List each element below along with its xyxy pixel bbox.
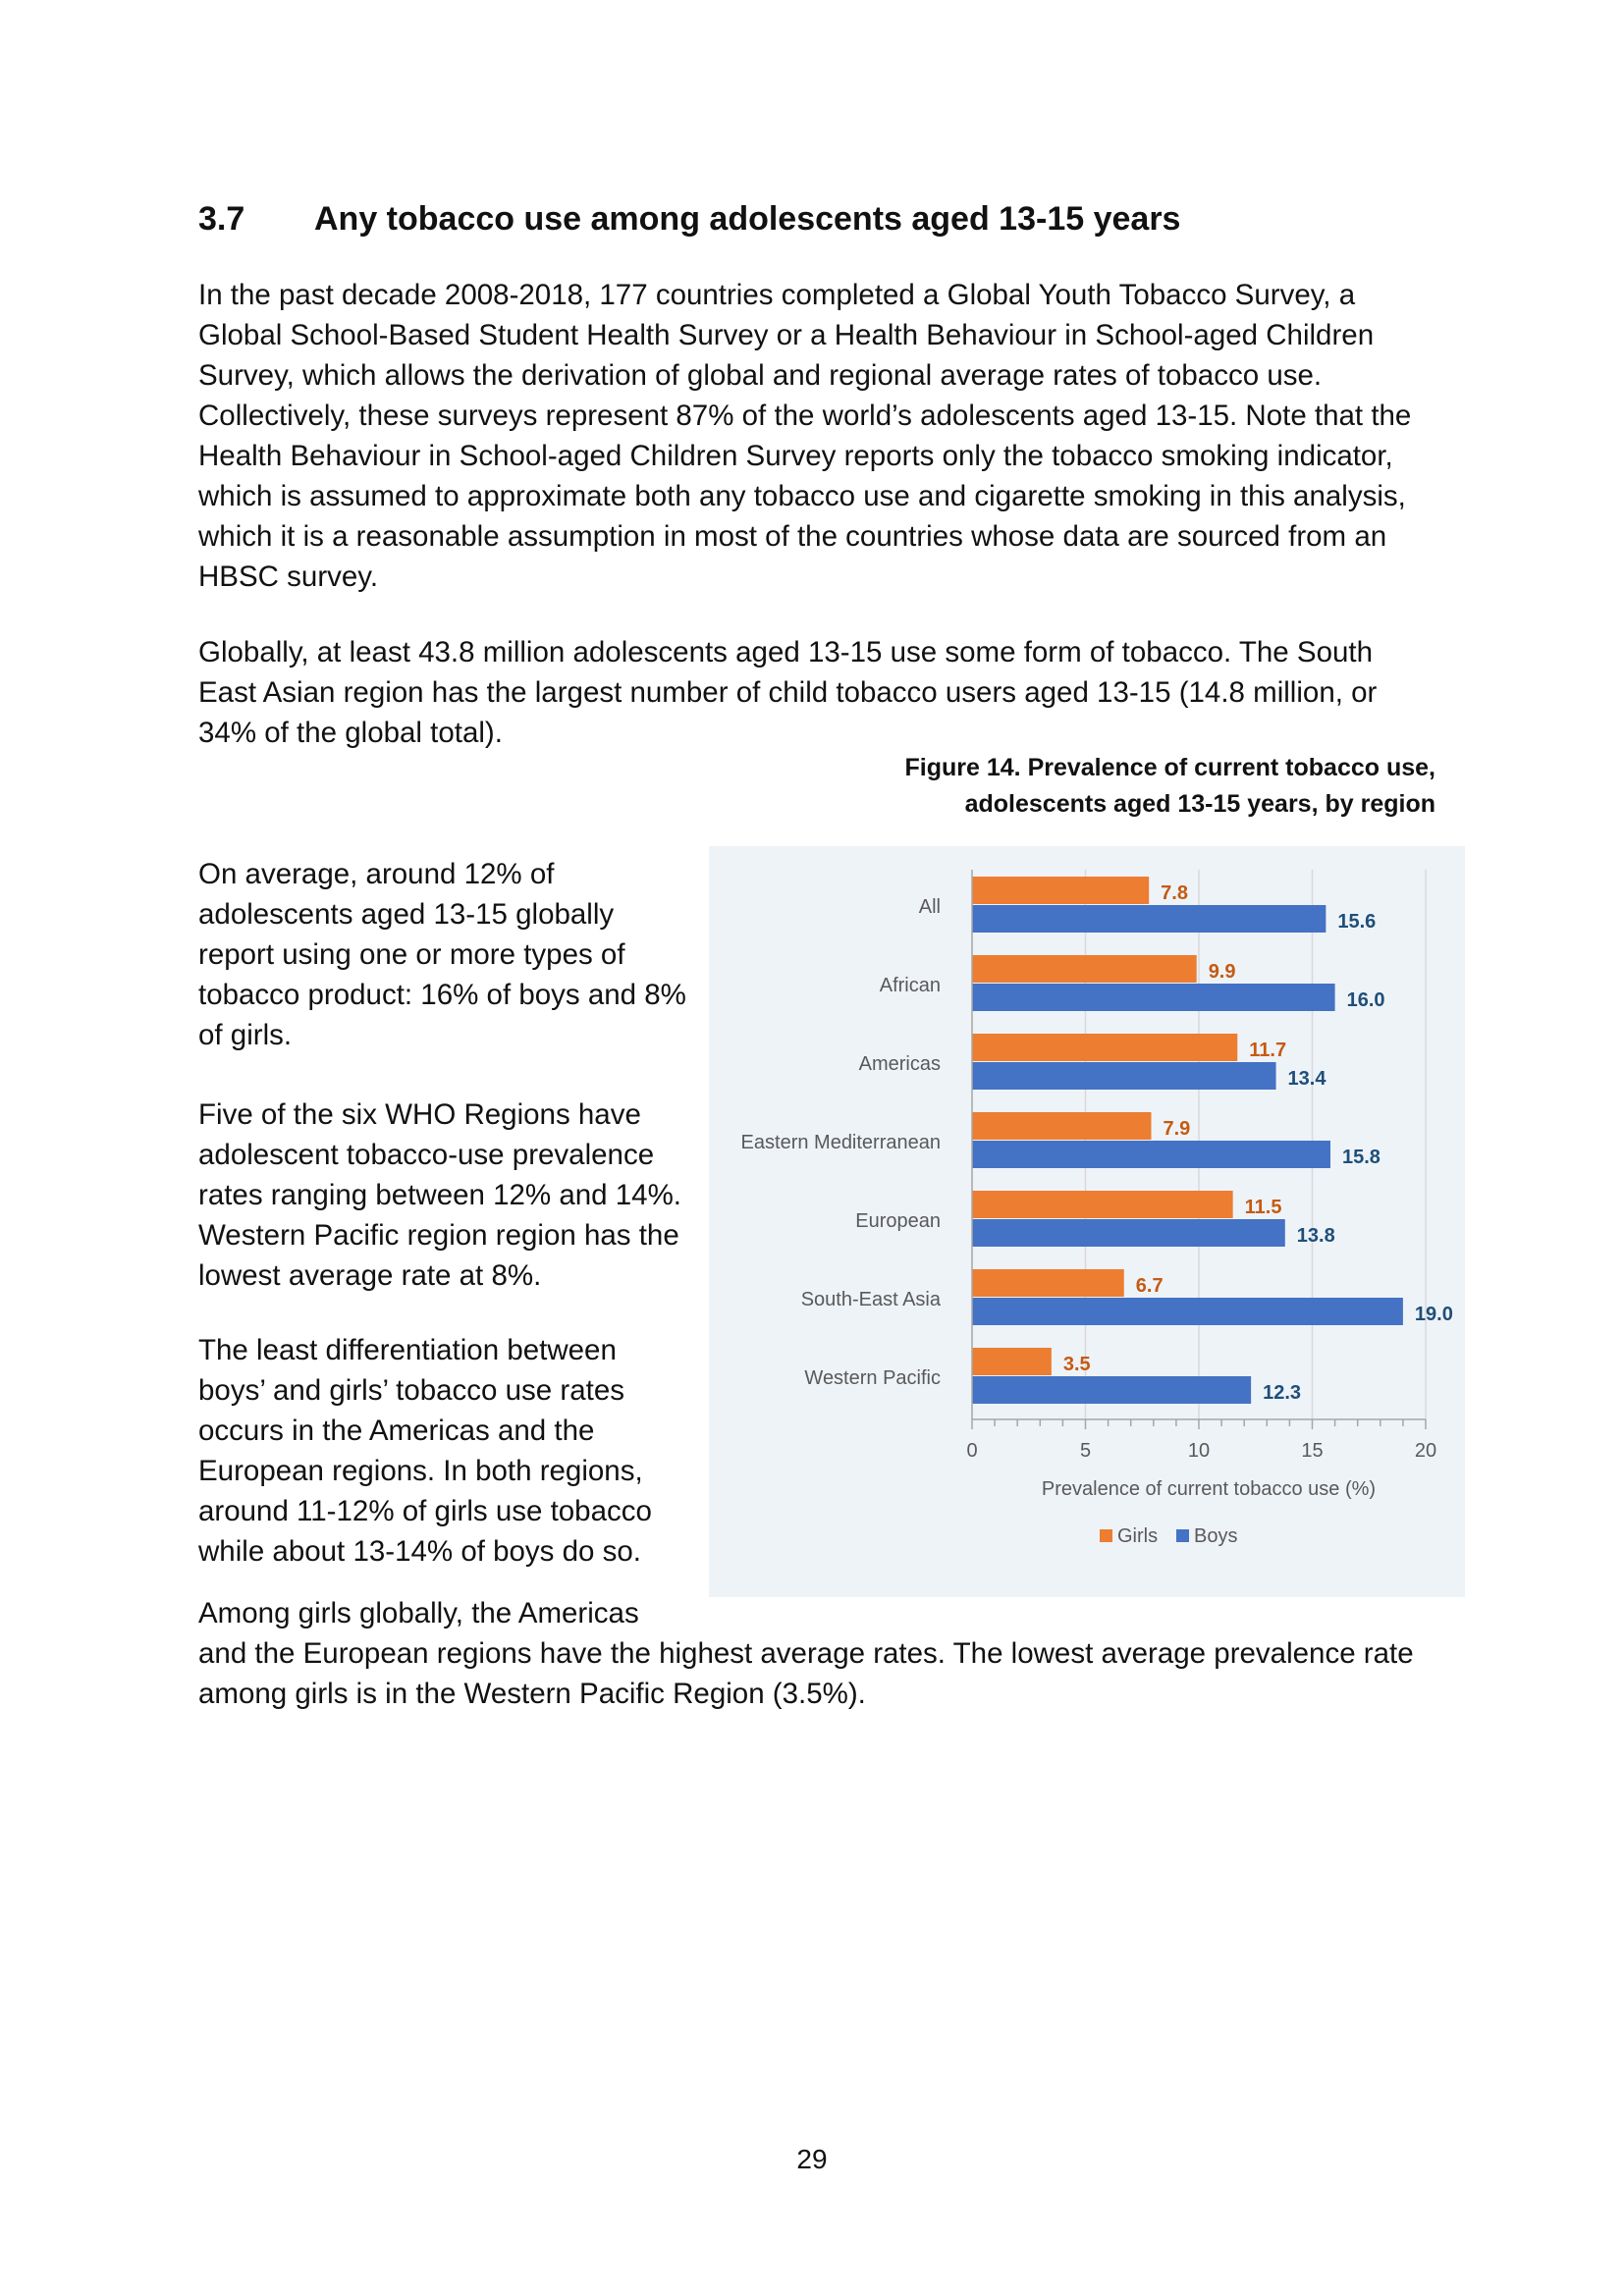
bar-boys-european: [972, 1219, 1285, 1247]
girls-paragraph: [198, 1593, 1435, 1714]
legend-label-boys: Boys: [1194, 1525, 1238, 1547]
legend-swatch-girls: [1100, 1529, 1112, 1542]
section-title: Any tobacco use among adolescents aged 13-15 years: [314, 200, 1181, 238]
girls-paragraph-rest: and the European regions have the highest average rates. The lowest average prevalence rate among girls is in the Western Pacific Region (3.5%).: [198, 1637, 1414, 1710]
value-label-girls-south-east-asia: 6.7: [1135, 1275, 1164, 1297]
bar-girls-all: [972, 877, 1149, 904]
x-tick-label-20: 20: [1414, 1440, 1437, 1462]
bar-boys-african: [972, 984, 1335, 1011]
value-label-girls-americas: 11.7: [1249, 1040, 1287, 1061]
global-paragraph: Globally, at least 43.8 million adolescents aged 13-15 use some form of tobacco. The South East Asian region has the largest number of child tobacco users aged 13-15 (14.8 million, or 34% of the global total).: [198, 636, 1378, 749]
girls-paragraph-line-1: Among girls globally, the Americas: [198, 1597, 639, 1629]
figure-caption-line-2: adolescents aged 13-15 years, by region: [964, 790, 1435, 818]
x-tick-label-10: 10: [1187, 1440, 1211, 1462]
value-label-boys-eastern-mediterranean: 15.8: [1341, 1147, 1380, 1168]
region-label-all: All: [918, 896, 941, 918]
page-number: 29: [796, 2144, 828, 2174]
value-label-boys-all: 15.6: [1337, 911, 1377, 933]
bar-girls-western-pacific: [972, 1348, 1052, 1375]
value-label-boys-south-east-asia: 19.0: [1414, 1304, 1453, 1325]
region-label-western-pacific: Western Pacific: [804, 1367, 941, 1389]
bar-chart: [709, 846, 1465, 1597]
bar-boys-all: [972, 905, 1326, 933]
x-axis-title: Prevalence of current tobacco use (%): [1041, 1478, 1377, 1500]
section-number: 3.7: [198, 200, 245, 238]
bar-girls-americas: [972, 1034, 1237, 1061]
legend-swatch-boys: [1176, 1529, 1189, 1542]
bar-boys-western-pacific: [972, 1376, 1251, 1404]
differentiation-paragraph: The least differentiation between boys’ and girls’ tobacco use rates occurs in the Americas and the European regions. In both regions, around 11-12% of girls use tobacco while about 13-14% of boys do so.: [198, 1334, 652, 1568]
regions-paragraph: Five of the six WHO Regions have adolescent tobacco-use prevalence rates ranging between 12% and 14%. Western Pacific region region has the lowest average rate at 8%.: [198, 1098, 682, 1292]
bar-girls-eastern-mediterranean: [972, 1112, 1151, 1140]
value-label-boys-african: 16.0: [1346, 989, 1385, 1011]
bar-girls-european: [972, 1191, 1233, 1218]
figure-caption: [748, 750, 1435, 823]
average-paragraph: On average, around 12% of adolescents aged 13-15 globally report using one or more types of tobacco product: 16% of boys and 8% of girls.: [198, 858, 686, 1051]
value-label-boys-european: 13.8: [1296, 1225, 1335, 1247]
bar-girls-african: [972, 955, 1197, 983]
bar-boys-eastern-mediterranean: [972, 1141, 1330, 1168]
x-tick-label-0: 0: [966, 1440, 978, 1462]
section-heading: [198, 200, 1180, 239]
bar-boys-south-east-asia: [972, 1298, 1403, 1325]
region-label-european: European: [855, 1210, 941, 1232]
value-label-girls-european: 11.5: [1244, 1197, 1282, 1218]
value-label-girls-western-pacific: 3.5: [1062, 1354, 1091, 1375]
figure-caption-line-1: Figure 14. Prevalence of current tobacco use,: [904, 754, 1435, 781]
region-label-americas: Americas: [858, 1053, 941, 1075]
region-label-african: African: [879, 975, 941, 996]
value-label-girls-eastern-mediterranean: 7.9: [1163, 1118, 1191, 1140]
x-tick-label-5: 5: [1079, 1440, 1092, 1462]
chart-svg: [709, 846, 1465, 1597]
value-label-girls-all: 7.8: [1161, 882, 1188, 904]
value-label-boys-western-pacific: 12.3: [1263, 1382, 1302, 1404]
x-tick-label-15: 15: [1301, 1440, 1324, 1462]
region-label-eastern-mediterranean: Eastern Mediterranean: [740, 1132, 941, 1153]
region-label-south-east-asia: South-East Asia: [800, 1289, 941, 1310]
bar-girls-south-east-asia: [972, 1269, 1124, 1297]
value-label-girls-african: 9.9: [1208, 961, 1236, 983]
bar-boys-americas: [972, 1062, 1276, 1090]
legend-label-girls: Girls: [1117, 1525, 1159, 1547]
value-label-boys-americas: 13.4: [1287, 1068, 1326, 1090]
intro-paragraph: In the past decade 2008-2018, 177 countries completed a Global Youth Tobacco Survey, a Global School-Based Student Health Survey or a Health Behaviour in School-aged Children Survey, which allows the derivation of global and regional average rates of tobacco use. Collectively, these surveys represent 87% of the world’s adolescents aged 13-15. Note that the Health Behaviour in School-aged Children Survey reports only the tobacco smoking indicator, which is assumed to approximate both any tobacco use and cigarette smoking in this analysis, which it is a reasonable assumption in most of the countries whose data are sourced from an HBSC survey.: [198, 279, 1412, 593]
